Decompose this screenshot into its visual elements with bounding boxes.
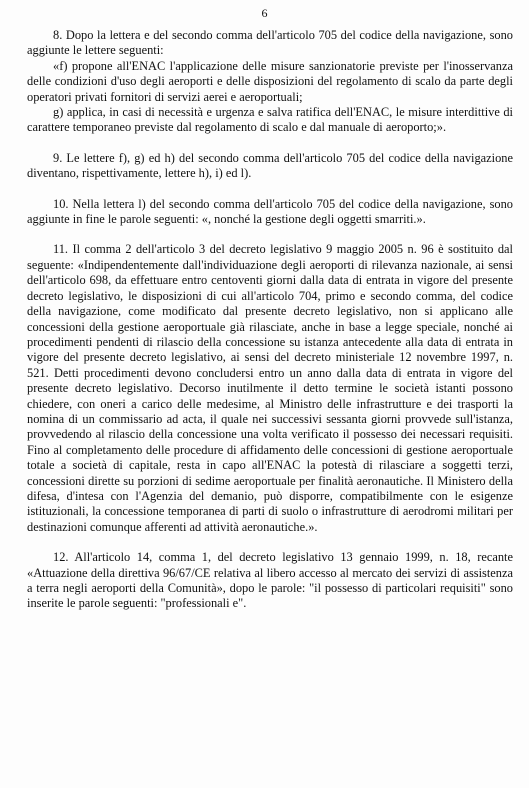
- document-body: [27, 28, 513, 612]
- list-item: g) applica, in casi di necessità e urgenza e salva ratifica dell'ENAC, le misure interdittive di carattere temporaneo previste dal regolamento di scalo e dal manuale di aeroporto;».: [27, 105, 513, 135]
- paragraph-spacer: [27, 227, 513, 242]
- paragraph-8-items: [27, 59, 513, 136]
- paragraph-9: 9. Le lettere f), g) ed h) del secondo comma dell'articolo 705 del codice della navigazione diventano, rispettivamente, lettere h), i) ed l).: [27, 150, 513, 181]
- paragraph-spacer: [27, 136, 513, 151]
- paragraph-spacer: [27, 182, 513, 197]
- paragraph-12: 12. All'articolo 14, comma 1, del decreto legislativo 13 gennaio 1999, n. 18, recante «Attuazione della direttiva 96/67/CE relativa al libero accesso al mercato dei servizi di assistenza a terra negli aeroporti della Comunità», dopo le parole: "il possesso di particolari requisiti" sono inserite le parole seguenti: "professionali e".: [27, 550, 513, 611]
- list-item: «f) propone all'ENAC l'applicazione delle misure sanzionatorie previste per l'inosservanza delle condizioni d'uso degli aeroporti e delle disposizioni del regolamento di scalo da parte degli operatori privati fornitori di servizi aerei e aeroportuali;: [27, 58, 513, 104]
- page-number: 6: [261, 6, 268, 20]
- paragraph-10: 10. Nella lettera l) del secondo comma dell'articolo 705 del codice della navigazione, sono aggiunte in fine le parole seguenti: «, nonché la gestione degli oggetti smarriti.».: [27, 196, 513, 227]
- paragraph-spacer: [27, 535, 513, 550]
- paragraph-11: 11. Il comma 2 dell'articolo 3 del decreto legislativo 9 maggio 2005 n. 96 è sostituito dal seguente: «Indipendentemente dall'individuazione degli aeroporti di rilevanza nazionale, ai sensi dell'articolo 698, da effettuare entro centoventi giorni dalla data di entrata in vigore del presente decreto legislativo, le disposizioni di cui all'articolo 704, primo e secondo comma, del codice della navigazione, come modificato dal presente decreto legislativo, non si applicano alle concessioni della gestione aeroportuale già rilasciate, anche in base a legge speciale, nonché ai procedimenti pendenti di rilascio della concessione su istanza antecedente alla data di entrata in vigore del presente decreto legislativo, ai sensi del decreto ministeriale 12 novembre 1997, n. 521. Detti procedimenti devono concludersi entro un anno dalla data di entrata in vigore del presente decreto legislativo. Decorso inutilmente il detto termine le società istanti possono chiedere, con oneri a carico delle medesime, al Ministro delle infrastrutture e dei trasporti la nomina di un commissario ad acta, il quale nei successivi sessanta giorni provvede sull'istanza, provvedendo al rilascio della concessione una volta verificato il possesso dei necessari requisiti. Fino al completamento delle procedure di affidamento delle concessioni di gestione aeroportuale totale a società di capitale, resta in capo all'ENAC la potestà di rilasciare a soggetti terzi, concessioni dirette su porzioni di sedime aeroportuale per finalità aeronautiche. Il Ministero della difesa, d'intesa con l'Agenzia del demanio, può disporre, compatibilmente con le esigenze istituzionali, la concessione temporanea di parti di suolo o infrastrutture di aerodromi militari per destinazioni comunque afferenti ad attività aeronautiche.».: [27, 242, 513, 534]
- paragraph-8: 8. Dopo la lettera e del secondo comma dell'articolo 705 del codice della navigazione, sono aggiunte le lettere seguenti:: [27, 28, 513, 58]
